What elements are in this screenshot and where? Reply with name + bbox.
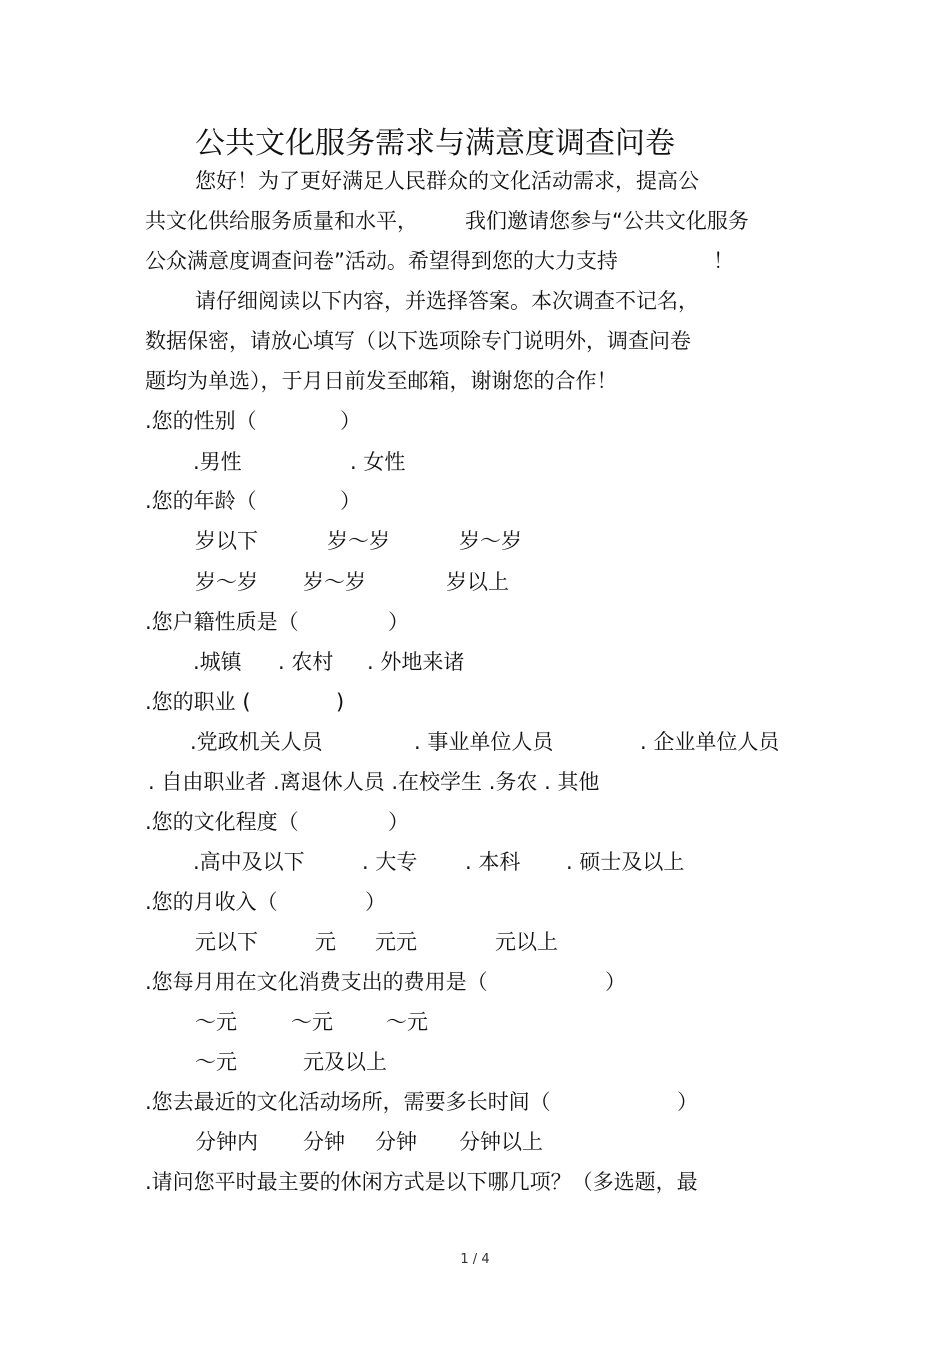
intro-line: ！ bbox=[713, 249, 734, 273]
question-8-stem: .您去最近的文化活动场所，需要多长时间（ bbox=[145, 1090, 551, 1114]
question-5-bracket: ） bbox=[388, 810, 409, 834]
question-4-option: .党政机关人员 bbox=[190, 730, 323, 754]
question-5-option: . 大专 bbox=[362, 850, 418, 874]
question-2-option: 岁以上 bbox=[446, 570, 509, 594]
question-2-option: 岁～岁 bbox=[459, 529, 522, 553]
question-2-option: 岁～岁 bbox=[303, 570, 366, 594]
question-2-bracket: ） bbox=[340, 489, 361, 513]
question-7-stem: .您每月用在文化消费支出的费用是（ bbox=[145, 970, 488, 994]
question-8-option: 分钟 bbox=[375, 1130, 417, 1154]
question-4-option: . 事业单位人员 bbox=[414, 730, 554, 754]
question-3-option: . 农村 bbox=[278, 650, 334, 674]
question-6-bracket: ） bbox=[365, 890, 386, 914]
question-2-stem: .您的年龄（ bbox=[145, 489, 257, 513]
intro-line: 请仔细阅读以下内容，并选择答案。本次调查不记名， bbox=[195, 289, 699, 313]
question-3-bracket: ） bbox=[388, 610, 409, 634]
question-6-option: 元以上 bbox=[495, 930, 558, 954]
question-6-option: 元 bbox=[315, 930, 336, 954]
intro-line: 您好！为了更好满足人民群众的文化活动需求，提高公 bbox=[195, 169, 699, 193]
question-8-option: 分钟 bbox=[303, 1130, 345, 1154]
intro-line: 数据保密，请放心填写（以下选项除专门说明外，调查问卷 bbox=[145, 329, 691, 353]
question-2-option: 岁～岁 bbox=[327, 529, 390, 553]
question-1-bracket: ） bbox=[340, 409, 361, 433]
question-7-option: 元及以上 bbox=[303, 1050, 387, 1074]
question-1-stem: .您的性别（ bbox=[145, 409, 257, 433]
question-7-option: ～元 bbox=[291, 1010, 333, 1034]
question-8-bracket: ） bbox=[677, 1090, 698, 1114]
question-7-option: ～元 bbox=[195, 1010, 237, 1034]
question-9-stem: .请问您平时最主要的休闲方式是以下哪几项？（多选题，最 bbox=[145, 1170, 698, 1194]
question-2-option: 岁～岁 bbox=[195, 570, 258, 594]
question-8-option: 分钟以上 bbox=[459, 1130, 543, 1154]
question-3-option: .城镇 bbox=[193, 650, 242, 674]
question-5-option: . 本科 bbox=[465, 850, 521, 874]
question-8-option: 分钟内 bbox=[195, 1130, 258, 1154]
intro-line: 我们邀请您参与“公共文化服务 bbox=[465, 209, 749, 233]
question-6-option: 元以下 bbox=[195, 930, 258, 954]
question-5-option: .高中及以下 bbox=[193, 850, 305, 874]
question-1-option: . 女性 bbox=[350, 450, 406, 474]
page-number: 1 / 4 bbox=[460, 1252, 490, 1267]
question-4-option: . 企业单位人员 bbox=[640, 730, 780, 754]
question-6-stem: .您的月收入（ bbox=[145, 890, 278, 914]
document-title: 公共文化服务需求与满意度调查问卷 bbox=[195, 126, 675, 161]
question-4-bracket: ) bbox=[336, 690, 345, 714]
intro-line: 题均为单选），于月日前发至邮箱，谢谢您的合作！ bbox=[145, 369, 618, 393]
question-5-option: . 硕士及以上 bbox=[566, 850, 685, 874]
question-4-options-line: . 自由职业者 .离退休人员 .在校学生 .务农 . 其他 bbox=[148, 770, 600, 794]
intro-line: 共文化供给服务质量和水平， bbox=[145, 209, 418, 233]
question-1-option: .男性 bbox=[193, 450, 242, 474]
question-3-stem: .您户籍性质是（ bbox=[145, 610, 299, 634]
question-7-option: ～元 bbox=[195, 1050, 237, 1074]
question-5-stem: .您的文化程度（ bbox=[145, 810, 299, 834]
question-3-option: . 外地来诸 bbox=[367, 650, 465, 674]
question-7-option: ～元 bbox=[386, 1010, 428, 1034]
question-6-option: 元元 bbox=[375, 930, 417, 954]
question-4-stem: .您的职业 ( bbox=[145, 690, 251, 714]
question-2-option: 岁以下 bbox=[195, 529, 258, 553]
question-7-bracket: ） bbox=[605, 970, 626, 994]
intro-line: 公众满意度调查问卷”活动。希望得到您的大力支持 bbox=[145, 249, 618, 273]
